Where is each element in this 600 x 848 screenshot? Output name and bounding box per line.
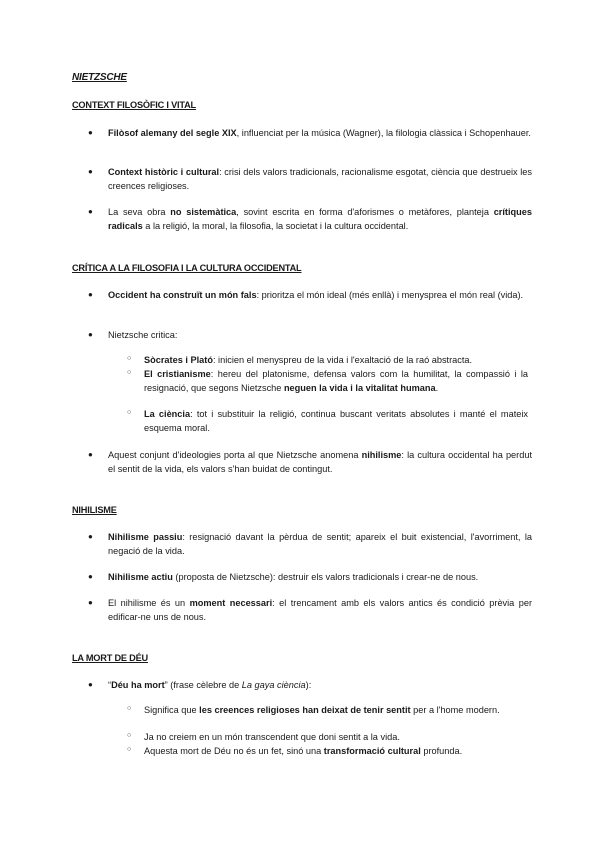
section-heading-death-of-god: LA MORT DE DÉU [72,653,148,663]
sub-bullet-icon: ○ [127,732,132,739]
sub-bullet-icon: ○ [127,369,132,376]
bullet-icon: ● [88,572,93,581]
sub-bullet-icon: ○ [127,355,132,362]
bullet-icon: ● [88,532,93,541]
section-heading-context: CONTEXT FILOSÒFIC I VITAL [72,100,196,110]
bullet-icon: ● [88,598,93,607]
sub-bullet-item: ○ El cristianisme: hereu del platonisme, defensa valors com la humilitat, la compassió i la resignació, que segons Nietzsche neguen la vida i la vitalitat humana. [127,369,529,393]
sub-bullet-item: ○ Significa que les creences religioses han deixat de tenir sentit per a l'home modern. [127,705,500,715]
bullet-item: ● Nietzsche critica: [88,330,178,340]
sub-bullet-icon: ○ [127,746,132,753]
bullet-item: ● “Déu ha mort” (frase cèlebre de La gaya ciència): [88,680,312,690]
sub-bullet-icon: ○ [127,705,132,712]
bullet-item: ● Nihilisme passiu: resignació davant la pèrdua de sentit; apareix el buit existencial, l'avorriment, la negació de la vida. [88,532,532,556]
document-title: NIETZSCHE [72,72,127,83]
bullet-item: ● Nihilisme actiu (proposta de Nietzsche): destruir els valors tradicionals i crear-ne de nous. [88,572,479,582]
sub-bullet-item: ○ Sòcrates i Plató: inicien el menyspreu de la vida i l'exaltació de la raó abstracta. [127,355,473,365]
sub-bullet-item: ○ Ja no creiem en un món transcendent que doni sentit a la vida. [127,732,400,742]
bullet-icon: ● [88,128,93,137]
bullet-item: ● Aquest conjunt d'ideologies porta al que Nietzsche anomena nihilisme: la cultura occidental ha perdut el sentit de la vida, els valors s'han buidat de contingut. [88,450,532,474]
bullet-icon: ● [88,207,93,216]
sub-bullet-item: ○ La ciència: tot i substituir la religió, continua buscant veritats absolutes i manté el mateix esquema moral. [127,409,528,433]
bullet-icon: ● [88,290,93,299]
sub-bullet-item: ○ Aquesta mort de Déu no és un fet, sinó una transformació cultural profunda. [127,746,463,756]
bullet-item: ● El nihilisme és un moment necessari: el trencament amb els valors antics és condició prèvia per edificar-ne uns de nous. [88,598,533,622]
bullet-icon: ● [88,680,93,689]
bullet-icon: ● [88,330,93,339]
bullet-item: ● Filòsof alemany del segle XIX, influenciat per la música (Wagner), la filologia clàssica i Schopenhauer. [88,128,531,138]
section-heading-critique: CRÍTICA A LA FILOSOFIA I LA CULTURA OCCIDENTAL [72,263,302,273]
bullet-item: ● La seva obra no sistemàtica, sovint escrita en forma d'aforismes o metàfores, planteja crítiques radicals a la religió, la moral, la filosofia, la societat i la cultura occidental. [88,207,532,231]
bullet-icon: ● [88,450,93,459]
bullet-item: ● Occident ha construït un món fals: prioritza el món ideal (més enllà) i menysprea el món real (vida). [88,290,524,300]
bullet-icon: ● [88,167,93,176]
bullet-item: ● Context històric i cultural: crisi dels valors tradicionals, racionalisme esgotat, ciència que destrueix les creences religioses. [88,167,532,191]
sub-bullet-icon: ○ [127,409,132,416]
section-heading-nihilism: NIHILISME [72,505,117,515]
